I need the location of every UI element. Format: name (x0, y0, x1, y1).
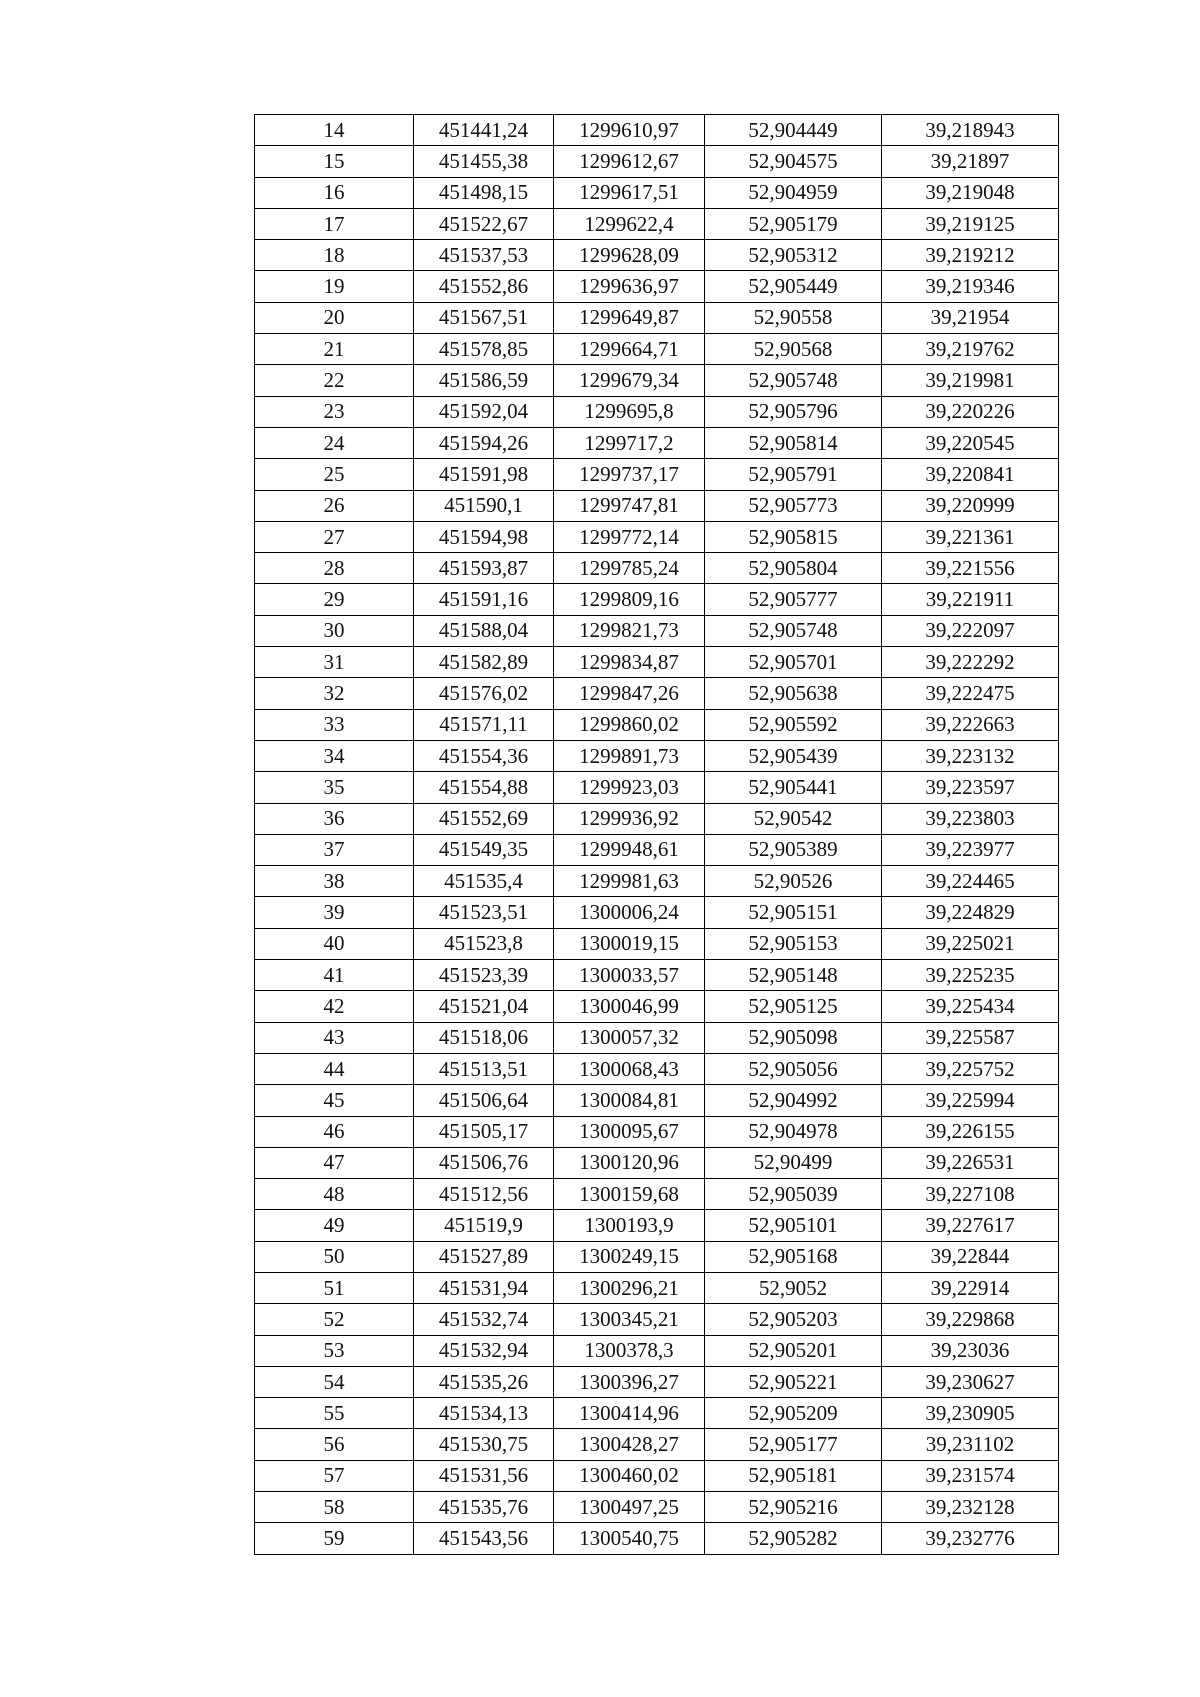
point-number-cell: 32 (255, 678, 414, 709)
latitude-cell: 52,905151 (705, 897, 882, 928)
longitude-cell: 39,219212 (882, 240, 1059, 271)
latitude-cell: 52,905039 (705, 1179, 882, 1210)
y-coordinate-cell: 1300159,68 (554, 1179, 705, 1210)
table-row (255, 960, 1059, 991)
y-coordinate-cell: 1299772,14 (554, 521, 705, 552)
point-number-cell: 24 (255, 427, 414, 458)
longitude-cell: 39,226531 (882, 1147, 1059, 1178)
y-coordinate-cell: 1300120,96 (554, 1147, 705, 1178)
latitude-cell: 52,905056 (705, 1053, 882, 1084)
table-row (255, 271, 1059, 302)
y-coordinate-cell: 1299649,87 (554, 302, 705, 333)
x-coordinate-cell: 451582,89 (414, 647, 554, 678)
x-coordinate-cell: 451512,56 (414, 1179, 554, 1210)
x-coordinate-cell: 451578,85 (414, 334, 554, 365)
longitude-cell: 39,219981 (882, 365, 1059, 396)
longitude-cell: 39,225235 (882, 960, 1059, 991)
longitude-cell: 39,218943 (882, 115, 1059, 146)
y-coordinate-cell: 1299923,03 (554, 772, 705, 803)
point-number-cell: 23 (255, 396, 414, 427)
latitude-cell: 52,905441 (705, 772, 882, 803)
table-row (255, 1429, 1059, 1460)
point-number-cell: 54 (255, 1366, 414, 1397)
longitude-cell: 39,220226 (882, 396, 1059, 427)
latitude-cell: 52,905312 (705, 240, 882, 271)
longitude-cell: 39,225752 (882, 1053, 1059, 1084)
y-coordinate-cell: 1300460,02 (554, 1460, 705, 1491)
latitude-cell: 52,90568 (705, 334, 882, 365)
latitude-cell: 52,905389 (705, 834, 882, 865)
table-row (255, 396, 1059, 427)
x-coordinate-cell: 451506,76 (414, 1147, 554, 1178)
point-number-cell: 38 (255, 866, 414, 897)
table-row (255, 709, 1059, 740)
latitude-cell: 52,9052 (705, 1272, 882, 1303)
point-number-cell: 43 (255, 1022, 414, 1053)
latitude-cell: 52,905282 (705, 1523, 882, 1554)
y-coordinate-cell: 1299860,02 (554, 709, 705, 740)
y-coordinate-cell: 1300296,21 (554, 1272, 705, 1303)
x-coordinate-cell: 451513,51 (414, 1053, 554, 1084)
point-number-cell: 56 (255, 1429, 414, 1460)
latitude-cell: 52,904992 (705, 1085, 882, 1116)
x-coordinate-cell: 451532,74 (414, 1304, 554, 1335)
longitude-cell: 39,223597 (882, 772, 1059, 803)
longitude-cell: 39,220545 (882, 427, 1059, 458)
x-coordinate-cell: 451535,4 (414, 866, 554, 897)
longitude-cell: 39,230627 (882, 1366, 1059, 1397)
longitude-cell: 39,219346 (882, 271, 1059, 302)
x-coordinate-cell: 451592,04 (414, 396, 554, 427)
x-coordinate-cell: 451519,9 (414, 1210, 554, 1241)
x-coordinate-cell: 451537,53 (414, 240, 554, 271)
point-number-cell: 47 (255, 1147, 414, 1178)
y-coordinate-cell: 1300046,99 (554, 991, 705, 1022)
point-number-cell: 19 (255, 271, 414, 302)
table-row (255, 1523, 1059, 1554)
longitude-cell: 39,224829 (882, 897, 1059, 928)
x-coordinate-cell: 451571,11 (414, 709, 554, 740)
point-number-cell: 40 (255, 928, 414, 959)
x-coordinate-cell: 451531,94 (414, 1272, 554, 1303)
table-row (255, 1398, 1059, 1429)
point-number-cell: 59 (255, 1523, 414, 1554)
latitude-cell: 52,90558 (705, 302, 882, 333)
point-number-cell: 15 (255, 146, 414, 177)
x-coordinate-cell: 451441,24 (414, 115, 554, 146)
table-row (255, 803, 1059, 834)
latitude-cell: 52,905201 (705, 1335, 882, 1366)
table-row (255, 834, 1059, 865)
table-row (255, 1085, 1059, 1116)
latitude-cell: 52,905773 (705, 490, 882, 521)
x-coordinate-cell: 451591,98 (414, 459, 554, 490)
point-number-cell: 55 (255, 1398, 414, 1429)
latitude-cell: 52,905791 (705, 459, 882, 490)
x-coordinate-cell: 451552,86 (414, 271, 554, 302)
latitude-cell: 52,90542 (705, 803, 882, 834)
point-number-cell: 36 (255, 803, 414, 834)
longitude-cell: 39,225994 (882, 1085, 1059, 1116)
y-coordinate-cell: 1299891,73 (554, 740, 705, 771)
y-coordinate-cell: 1300193,9 (554, 1210, 705, 1241)
longitude-cell: 39,227617 (882, 1210, 1059, 1241)
point-number-cell: 45 (255, 1085, 414, 1116)
x-coordinate-cell: 451534,13 (414, 1398, 554, 1429)
longitude-cell: 39,222475 (882, 678, 1059, 709)
y-coordinate-cell: 1299617,51 (554, 177, 705, 208)
table-row (255, 521, 1059, 552)
y-coordinate-cell: 1300249,15 (554, 1241, 705, 1272)
point-number-cell: 18 (255, 240, 414, 271)
y-coordinate-cell: 1299737,17 (554, 459, 705, 490)
table-row (255, 647, 1059, 678)
y-coordinate-cell: 1299747,81 (554, 490, 705, 521)
latitude-cell: 52,905814 (705, 427, 882, 458)
x-coordinate-cell: 451523,8 (414, 928, 554, 959)
x-coordinate-cell: 451554,88 (414, 772, 554, 803)
point-number-cell: 35 (255, 772, 414, 803)
latitude-cell: 52,905221 (705, 1366, 882, 1397)
table-row (255, 240, 1059, 271)
x-coordinate-cell: 451531,56 (414, 1460, 554, 1491)
table-row (255, 334, 1059, 365)
y-coordinate-cell: 1299948,61 (554, 834, 705, 865)
x-coordinate-cell: 451518,06 (414, 1022, 554, 1053)
y-coordinate-cell: 1300378,3 (554, 1335, 705, 1366)
y-coordinate-cell: 1299679,34 (554, 365, 705, 396)
y-coordinate-cell: 1300095,67 (554, 1116, 705, 1147)
x-coordinate-cell: 451594,26 (414, 427, 554, 458)
y-coordinate-cell: 1300068,43 (554, 1053, 705, 1084)
latitude-cell: 52,904959 (705, 177, 882, 208)
table-row (255, 1366, 1059, 1397)
x-coordinate-cell: 451523,51 (414, 897, 554, 928)
y-coordinate-cell: 1299821,73 (554, 615, 705, 646)
x-coordinate-cell: 451522,67 (414, 208, 554, 239)
x-coordinate-cell: 451535,76 (414, 1492, 554, 1523)
coordinates-table-body (255, 115, 1059, 1555)
longitude-cell: 39,219125 (882, 208, 1059, 239)
point-number-cell: 42 (255, 991, 414, 1022)
table-row (255, 678, 1059, 709)
latitude-cell: 52,905177 (705, 1429, 882, 1460)
longitude-cell: 39,223977 (882, 834, 1059, 865)
point-number-cell: 34 (255, 740, 414, 771)
latitude-cell: 52,905168 (705, 1241, 882, 1272)
point-number-cell: 57 (255, 1460, 414, 1491)
x-coordinate-cell: 451586,59 (414, 365, 554, 396)
latitude-cell: 52,904978 (705, 1116, 882, 1147)
point-number-cell: 16 (255, 177, 414, 208)
longitude-cell: 39,222663 (882, 709, 1059, 740)
y-coordinate-cell: 1299636,97 (554, 271, 705, 302)
longitude-cell: 39,229868 (882, 1304, 1059, 1335)
point-number-cell: 27 (255, 521, 414, 552)
y-coordinate-cell: 1299834,87 (554, 647, 705, 678)
x-coordinate-cell: 451576,02 (414, 678, 554, 709)
x-coordinate-cell: 451521,04 (414, 991, 554, 1022)
longitude-cell: 39,21897 (882, 146, 1059, 177)
point-number-cell: 29 (255, 584, 414, 615)
x-coordinate-cell: 451552,69 (414, 803, 554, 834)
latitude-cell: 52,905449 (705, 271, 882, 302)
latitude-cell: 52,905796 (705, 396, 882, 427)
x-coordinate-cell: 451593,87 (414, 553, 554, 584)
coordinates-table (254, 114, 1059, 1555)
table-row (255, 928, 1059, 959)
table-row (255, 772, 1059, 803)
table-row (255, 1210, 1059, 1241)
point-number-cell: 33 (255, 709, 414, 740)
point-number-cell: 50 (255, 1241, 414, 1272)
table-row (255, 1335, 1059, 1366)
latitude-cell: 52,905701 (705, 647, 882, 678)
latitude-cell: 52,905125 (705, 991, 882, 1022)
table-row (255, 897, 1059, 928)
table-row (255, 1241, 1059, 1272)
x-coordinate-cell: 451523,39 (414, 960, 554, 991)
latitude-cell: 52,904575 (705, 146, 882, 177)
y-coordinate-cell: 1299628,09 (554, 240, 705, 271)
longitude-cell: 39,231574 (882, 1460, 1059, 1491)
table-row (255, 1272, 1059, 1303)
table-row (255, 991, 1059, 1022)
y-coordinate-cell: 1300084,81 (554, 1085, 705, 1116)
y-coordinate-cell: 1299785,24 (554, 553, 705, 584)
point-number-cell: 44 (255, 1053, 414, 1084)
x-coordinate-cell: 451506,64 (414, 1085, 554, 1116)
x-coordinate-cell: 451498,15 (414, 177, 554, 208)
table-row (255, 302, 1059, 333)
y-coordinate-cell: 1300396,27 (554, 1366, 705, 1397)
longitude-cell: 39,221361 (882, 521, 1059, 552)
longitude-cell: 39,220841 (882, 459, 1059, 490)
table-row (255, 740, 1059, 771)
y-coordinate-cell: 1299622,4 (554, 208, 705, 239)
y-coordinate-cell: 1300497,25 (554, 1492, 705, 1523)
table-row (255, 1053, 1059, 1084)
x-coordinate-cell: 451554,36 (414, 740, 554, 771)
point-number-cell: 51 (255, 1272, 414, 1303)
latitude-cell: 52,905181 (705, 1460, 882, 1491)
longitude-cell: 39,22844 (882, 1241, 1059, 1272)
table-row (255, 1116, 1059, 1147)
y-coordinate-cell: 1300006,24 (554, 897, 705, 928)
table-row (255, 1147, 1059, 1178)
point-number-cell: 14 (255, 115, 414, 146)
point-number-cell: 49 (255, 1210, 414, 1241)
point-number-cell: 39 (255, 897, 414, 928)
table-row (255, 365, 1059, 396)
x-coordinate-cell: 451505,17 (414, 1116, 554, 1147)
point-number-cell: 53 (255, 1335, 414, 1366)
point-number-cell: 31 (255, 647, 414, 678)
latitude-cell: 52,90499 (705, 1147, 882, 1178)
point-number-cell: 22 (255, 365, 414, 396)
latitude-cell: 52,905153 (705, 928, 882, 959)
latitude-cell: 52,90526 (705, 866, 882, 897)
y-coordinate-cell: 1299981,63 (554, 866, 705, 897)
point-number-cell: 28 (255, 553, 414, 584)
table-row (255, 1492, 1059, 1523)
table-row (255, 146, 1059, 177)
latitude-cell: 52,905216 (705, 1492, 882, 1523)
x-coordinate-cell: 451527,89 (414, 1241, 554, 1272)
table-row (255, 177, 1059, 208)
x-coordinate-cell: 451594,98 (414, 521, 554, 552)
table-row (255, 584, 1059, 615)
point-number-cell: 30 (255, 615, 414, 646)
x-coordinate-cell: 451588,04 (414, 615, 554, 646)
table-row (255, 866, 1059, 897)
x-coordinate-cell: 451549,35 (414, 834, 554, 865)
x-coordinate-cell: 451567,51 (414, 302, 554, 333)
point-number-cell: 17 (255, 208, 414, 239)
latitude-cell: 52,905098 (705, 1022, 882, 1053)
table-row (255, 427, 1059, 458)
longitude-cell: 39,227108 (882, 1179, 1059, 1210)
y-coordinate-cell: 1300057,32 (554, 1022, 705, 1053)
table-row (255, 115, 1059, 146)
y-coordinate-cell: 1299695,8 (554, 396, 705, 427)
longitude-cell: 39,222292 (882, 647, 1059, 678)
y-coordinate-cell: 1300019,15 (554, 928, 705, 959)
x-coordinate-cell: 451591,16 (414, 584, 554, 615)
table-row (255, 459, 1059, 490)
longitude-cell: 39,232128 (882, 1492, 1059, 1523)
table-row (255, 615, 1059, 646)
longitude-cell: 39,21954 (882, 302, 1059, 333)
y-coordinate-cell: 1300540,75 (554, 1523, 705, 1554)
longitude-cell: 39,220999 (882, 490, 1059, 521)
latitude-cell: 52,905748 (705, 365, 882, 396)
latitude-cell: 52,905209 (705, 1398, 882, 1429)
x-coordinate-cell: 451590,1 (414, 490, 554, 521)
longitude-cell: 39,22914 (882, 1272, 1059, 1303)
longitude-cell: 39,225587 (882, 1022, 1059, 1053)
latitude-cell: 52,905203 (705, 1304, 882, 1335)
longitude-cell: 39,230905 (882, 1398, 1059, 1429)
table-row (255, 1460, 1059, 1491)
point-number-cell: 48 (255, 1179, 414, 1210)
longitude-cell: 39,221911 (882, 584, 1059, 615)
longitude-cell: 39,23036 (882, 1335, 1059, 1366)
point-number-cell: 58 (255, 1492, 414, 1523)
y-coordinate-cell: 1299809,16 (554, 584, 705, 615)
latitude-cell: 52,904449 (705, 115, 882, 146)
y-coordinate-cell: 1300414,96 (554, 1398, 705, 1429)
longitude-cell: 39,225434 (882, 991, 1059, 1022)
latitude-cell: 52,905179 (705, 208, 882, 239)
longitude-cell: 39,219048 (882, 177, 1059, 208)
longitude-cell: 39,223132 (882, 740, 1059, 771)
x-coordinate-cell: 451530,75 (414, 1429, 554, 1460)
latitude-cell: 52,905439 (705, 740, 882, 771)
longitude-cell: 39,231102 (882, 1429, 1059, 1460)
longitude-cell: 39,222097 (882, 615, 1059, 646)
table-row (255, 1022, 1059, 1053)
point-number-cell: 46 (255, 1116, 414, 1147)
longitude-cell: 39,225021 (882, 928, 1059, 959)
latitude-cell: 52,905748 (705, 615, 882, 646)
point-number-cell: 21 (255, 334, 414, 365)
table-row (255, 1179, 1059, 1210)
y-coordinate-cell: 1300428,27 (554, 1429, 705, 1460)
x-coordinate-cell: 451532,94 (414, 1335, 554, 1366)
x-coordinate-cell: 451455,38 (414, 146, 554, 177)
y-coordinate-cell: 1299936,92 (554, 803, 705, 834)
latitude-cell: 52,905777 (705, 584, 882, 615)
x-coordinate-cell: 451535,26 (414, 1366, 554, 1397)
point-number-cell: 20 (255, 302, 414, 333)
point-number-cell: 52 (255, 1304, 414, 1335)
longitude-cell: 39,221556 (882, 553, 1059, 584)
y-coordinate-cell: 1299664,71 (554, 334, 705, 365)
y-coordinate-cell: 1300345,21 (554, 1304, 705, 1335)
point-number-cell: 37 (255, 834, 414, 865)
longitude-cell: 39,223803 (882, 803, 1059, 834)
longitude-cell: 39,224465 (882, 866, 1059, 897)
table-row (255, 1304, 1059, 1335)
longitude-cell: 39,232776 (882, 1523, 1059, 1554)
latitude-cell: 52,905101 (705, 1210, 882, 1241)
latitude-cell: 52,905804 (705, 553, 882, 584)
table-row (255, 553, 1059, 584)
point-number-cell: 25 (255, 459, 414, 490)
latitude-cell: 52,905638 (705, 678, 882, 709)
point-number-cell: 41 (255, 960, 414, 991)
longitude-cell: 39,219762 (882, 334, 1059, 365)
y-coordinate-cell: 1299612,67 (554, 146, 705, 177)
latitude-cell: 52,905592 (705, 709, 882, 740)
y-coordinate-cell: 1299717,2 (554, 427, 705, 458)
latitude-cell: 52,905815 (705, 521, 882, 552)
x-coordinate-cell: 451543,56 (414, 1523, 554, 1554)
y-coordinate-cell: 1299847,26 (554, 678, 705, 709)
table-row (255, 490, 1059, 521)
longitude-cell: 39,226155 (882, 1116, 1059, 1147)
y-coordinate-cell: 1300033,57 (554, 960, 705, 991)
y-coordinate-cell: 1299610,97 (554, 115, 705, 146)
point-number-cell: 26 (255, 490, 414, 521)
latitude-cell: 52,905148 (705, 960, 882, 991)
table-row (255, 208, 1059, 239)
